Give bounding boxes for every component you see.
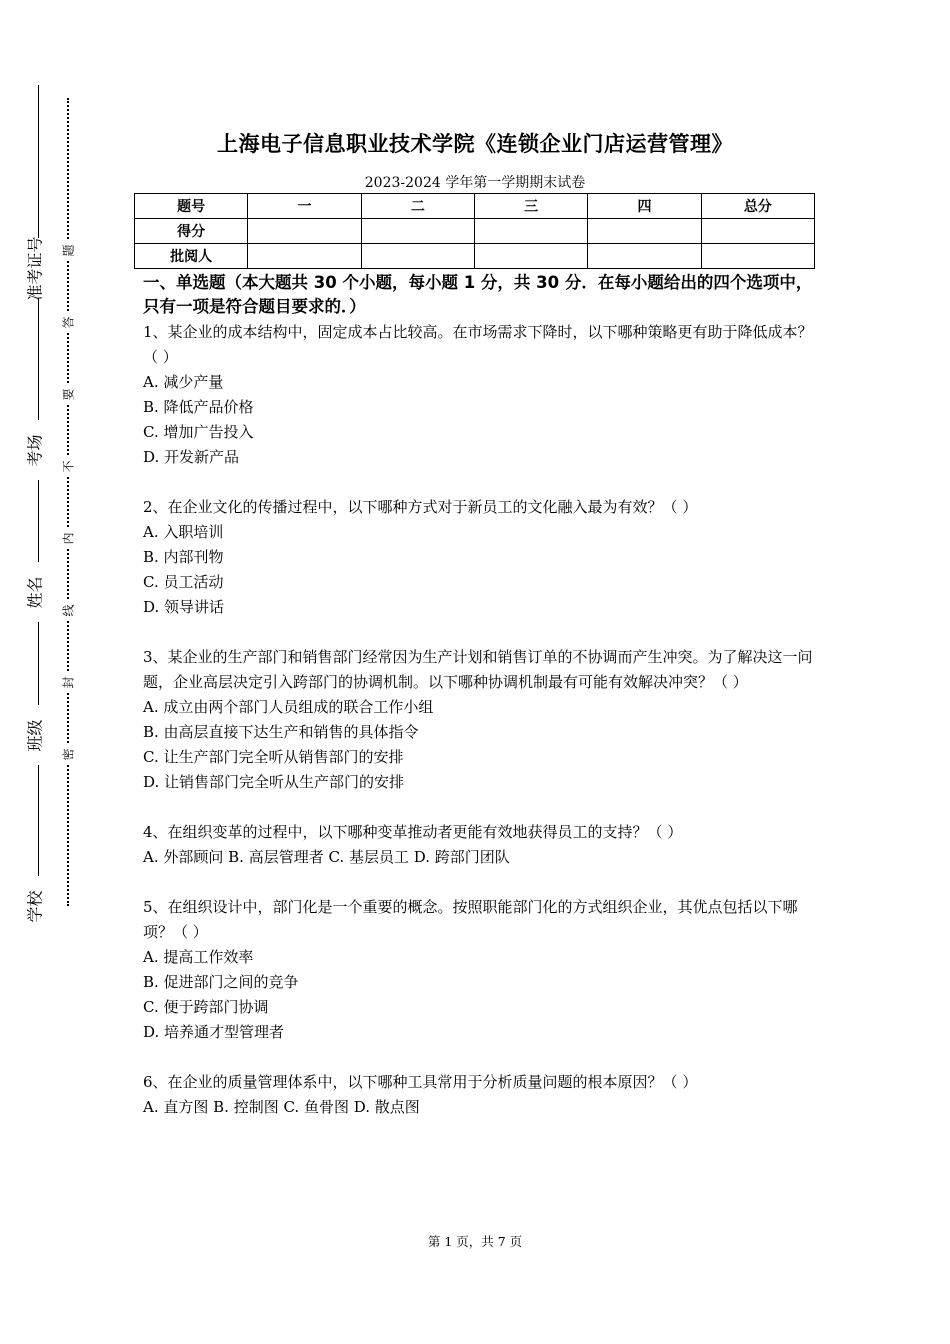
option: D. 开发新产品 (143, 448, 240, 466)
header-cell: 总分 (701, 194, 814, 219)
option: A. 成立由两个部门人员组成的联合工作小组 (143, 698, 434, 716)
score-cell (701, 219, 814, 244)
option: B. 促进部门之间的竞争 (143, 973, 299, 991)
score-cell (248, 219, 361, 244)
question-1 (143, 320, 815, 470)
page-footer: 第 1 页，共 7 页 (427, 1234, 523, 1249)
question-text: 1、某企业的成本结构中，固定成本占比较高。在市场需求下降时，以下哪种策略更有助于降低成本？（ ） (143, 323, 813, 366)
seal-char: 不 (58, 456, 78, 476)
header-cell: 一 (248, 194, 361, 219)
reviewer-row (135, 244, 815, 269)
question-text: 3、某企业的生产部门和销售部门经常因为生产计划和销售订单的不协调而产生冲突。为了解决这一问题，企业高层决定引入跨部门的协调机制。以下哪种协调机制最有可能有效解决冲突？（ ） (143, 648, 813, 691)
option: B. 降低产品价格 (143, 398, 254, 416)
section-heading: 一、单选题（本大题共 30 个小题，每小题 1 分，共 30 分．在每小题给出的四个选项中，只有一项是符合题目要求的．） (143, 273, 813, 316)
school-label: 学校 (14, 876, 54, 936)
option: C. 员工活动 (143, 573, 224, 591)
option: D. 让销售部门完全听从生产部门的安排 (143, 773, 405, 791)
header-cell: 题号 (135, 194, 248, 219)
option: A. 直方图 B. 控制图 C. 鱼骨图 D. 散点图 (143, 1098, 420, 1116)
reviewer-cell (701, 244, 814, 269)
reviewer-cell (588, 244, 701, 269)
option: B. 由高层直接下达生产和销售的具体指令 (143, 723, 419, 741)
header-cell: 四 (588, 194, 701, 219)
question-text: 4、在组织变革的过程中，以下哪种变革推动者更能有效地获得员工的支持？（ ） (143, 823, 683, 841)
seal-char: 题 (58, 240, 78, 260)
name-label: 姓名 (14, 562, 54, 622)
reviewer-cell (361, 244, 474, 269)
question-list (143, 320, 815, 1145)
seal-char: 内 (58, 528, 78, 548)
exam-number-label: 准考证号 (14, 238, 54, 298)
question-5 (143, 895, 815, 1045)
question-3 (143, 645, 815, 795)
seal-char: 答 (58, 312, 78, 332)
seal-char: 线 (58, 600, 78, 620)
score-cell (474, 219, 587, 244)
class-label: 班级 (14, 705, 54, 765)
exam-subtitle: 2023-2024 学年第一学期期末试卷 (364, 175, 586, 191)
option: D. 培养通才型管理者 (143, 1023, 285, 1041)
seal-dotted-line (67, 98, 69, 906)
score-cell (361, 219, 474, 244)
exam-title: 上海电子信息职业技术学院《连锁企业门店运营管理》 (217, 132, 733, 156)
row-label: 批阅人 (135, 244, 248, 269)
exam-room-label: 考场 (14, 420, 54, 480)
option: B. 内部刊物 (143, 548, 224, 566)
seal-char: 密 (58, 744, 78, 764)
row-label: 得分 (135, 219, 248, 244)
option: C. 增加广告投入 (143, 423, 254, 441)
question-text: 6、在企业的质量管理体系中，以下哪种工具常用于分析质量问题的根本原因？（ ） (143, 1073, 698, 1091)
option: A. 提高工作效率 (143, 948, 254, 966)
option: C. 便于跨部门协调 (143, 998, 269, 1016)
question-6 (143, 1070, 815, 1120)
question-text: 5、在组织设计中，部门化是一个重要的概念。按照职能部门化的方式组织企业，其优点包括以下哪项？（ ） (143, 898, 798, 941)
question-2 (143, 495, 815, 620)
question-text: 2、在企业文化的传播过程中，以下哪种方式对于新员工的文化融入最为有效？（ ） (143, 498, 698, 516)
question-4 (143, 820, 815, 870)
option: D. 领导讲话 (143, 598, 225, 616)
binding-margin (0, 0, 110, 1344)
header-cell: 三 (474, 194, 587, 219)
score-table (134, 193, 815, 269)
reviewer-cell (248, 244, 361, 269)
option: C. 让生产部门完全听从销售部门的安排 (143, 748, 404, 766)
option: A. 入职培训 (143, 523, 224, 541)
seal-char: 封 (58, 672, 78, 692)
binding-rule (38, 85, 39, 925)
reviewer-cell (474, 244, 587, 269)
seal-char: 要 (58, 384, 78, 404)
score-table-header-row (135, 194, 815, 219)
header-cell: 二 (361, 194, 474, 219)
score-cell (588, 219, 701, 244)
score-row (135, 219, 815, 244)
option: A. 减少产量 (143, 373, 224, 391)
option: A. 外部顾问 B. 高层管理者 C. 基层员工 D. 跨部门团队 (143, 848, 510, 866)
